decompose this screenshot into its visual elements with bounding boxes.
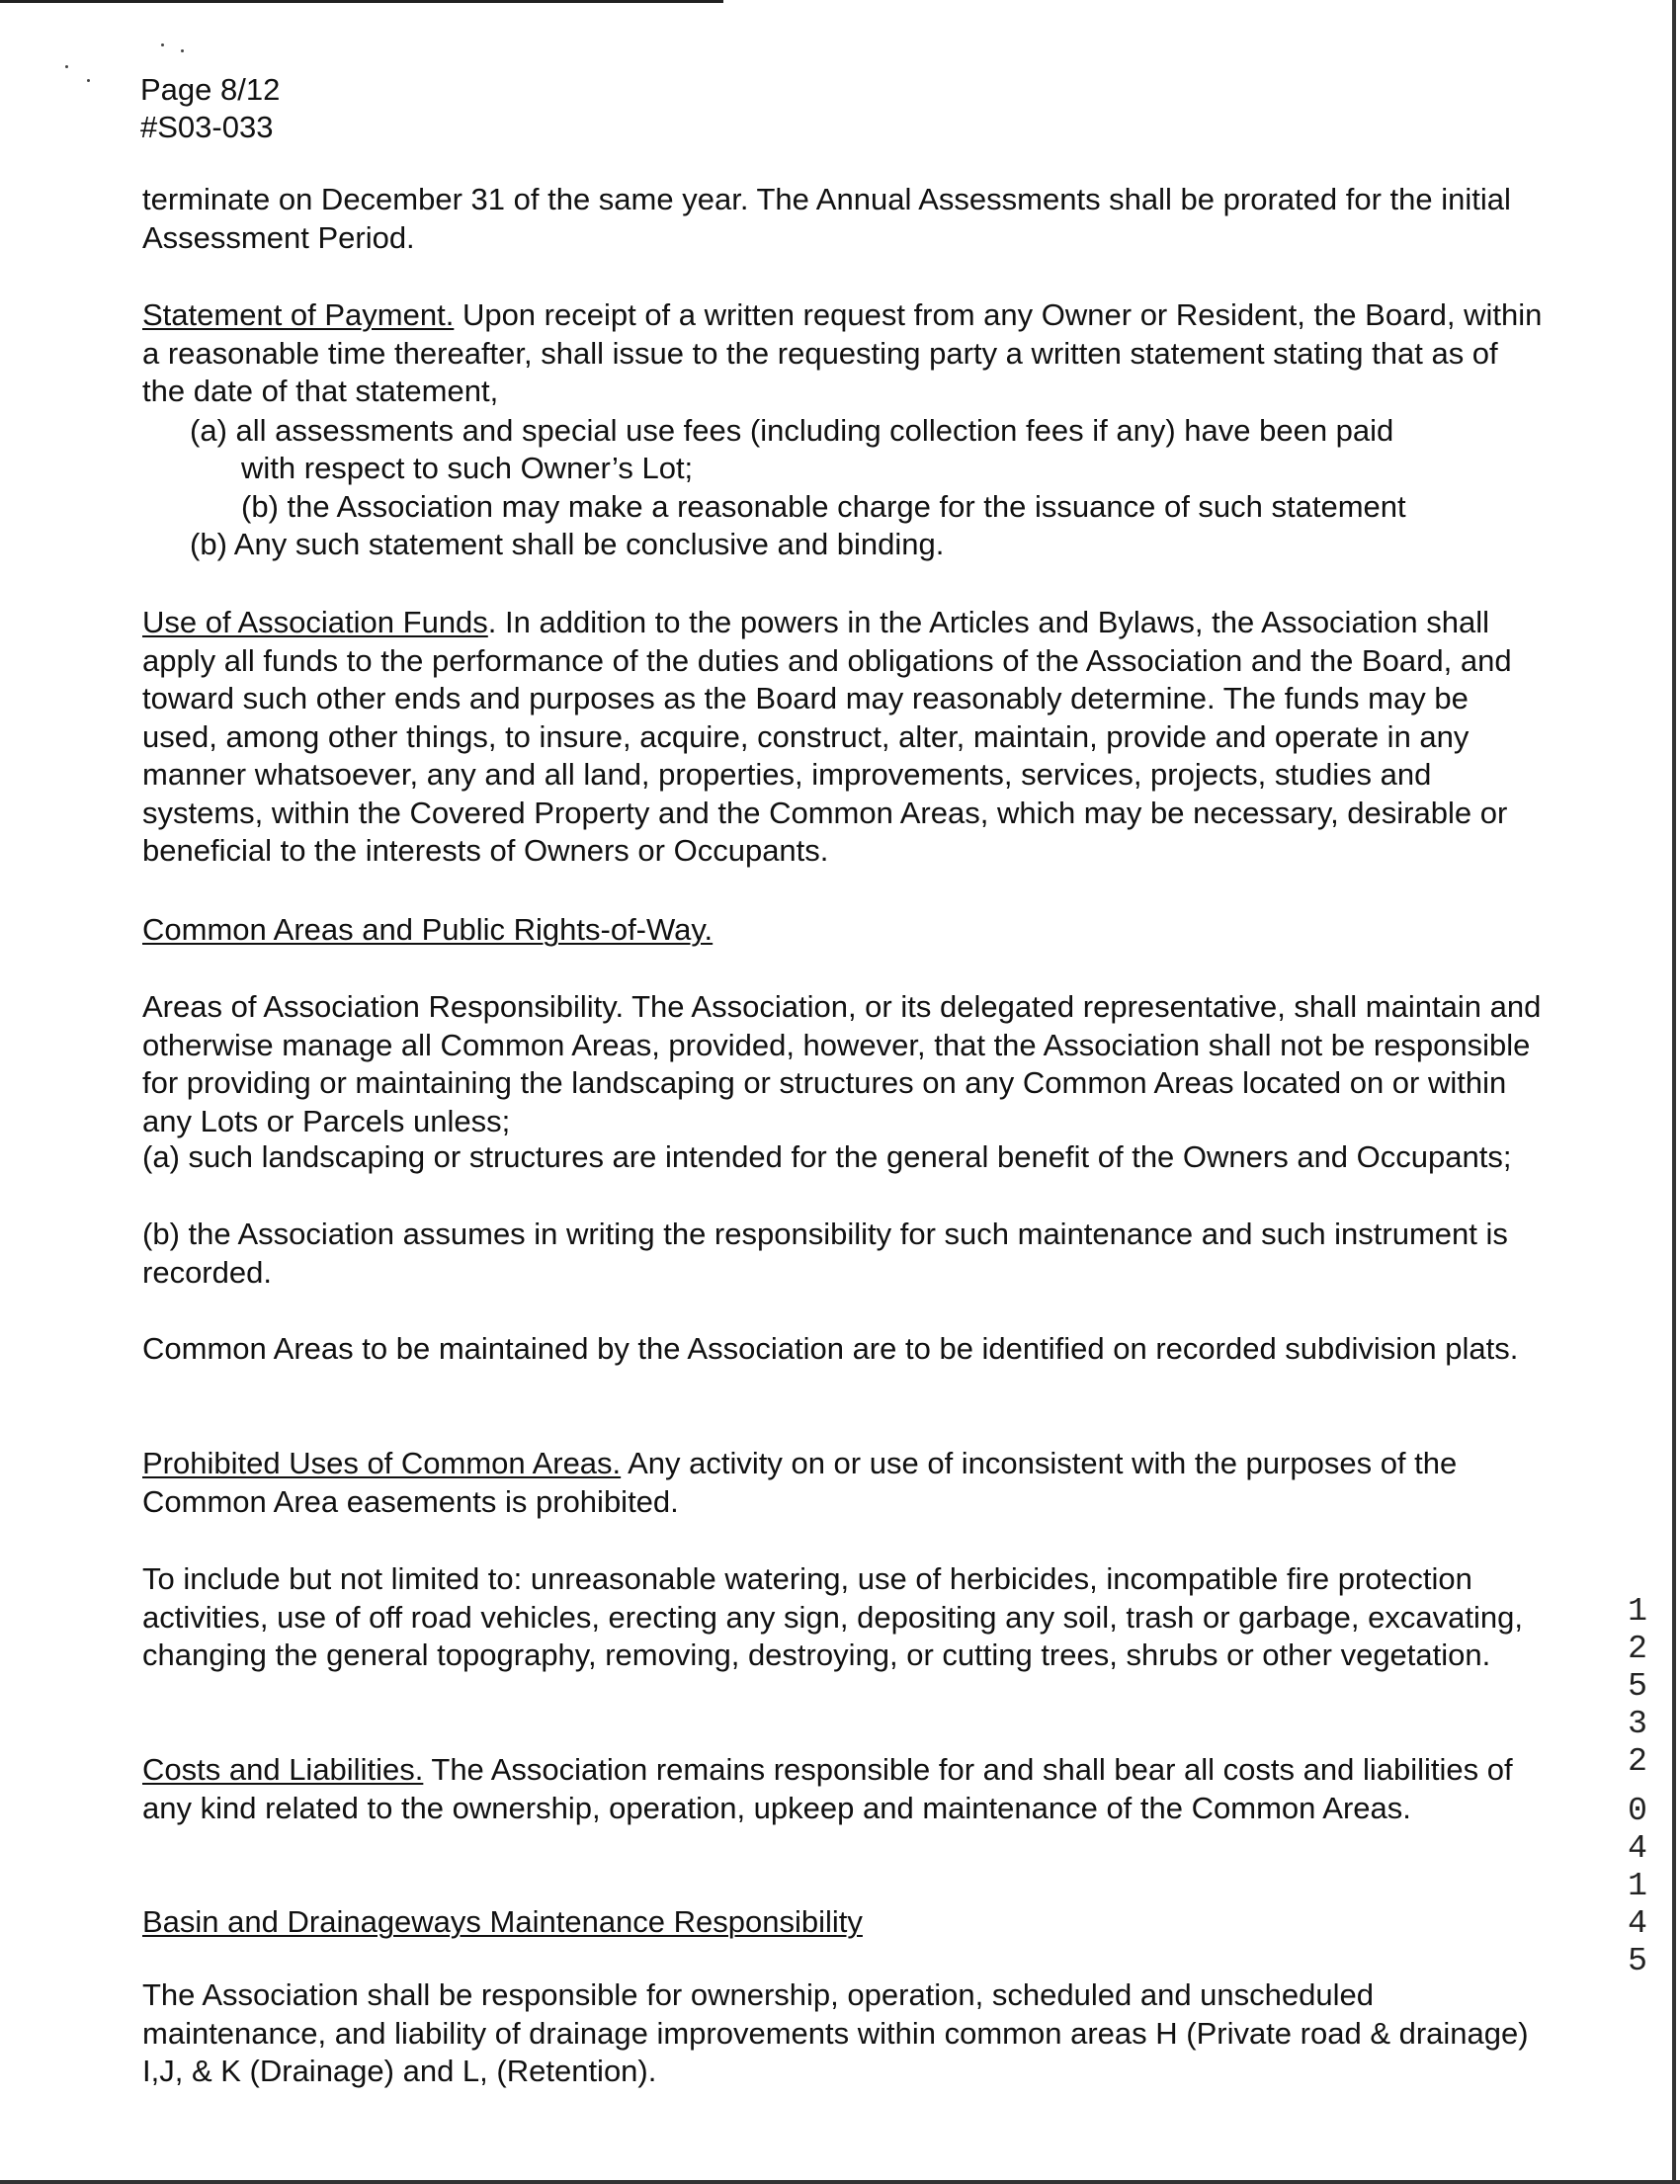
prohibited-uses-text: Any activity on or use of inconsistent with the purposes of the Common Area easements is prohibited.: [142, 1446, 1458, 1519]
section-heading-common-areas: Common Areas and Public Rights-of-Way.: [142, 912, 714, 947]
use-of-funds-text: . In addition to the powers in the Articles and Bylaws, the Association shall apply all funds to the performance of the duties and obligations of the Association and the Board, and toward such other ends and purposes as the Board may reasonably determine. The funds may be used, among other things, to insure, acquire, construct, alter, maintain, provide and operate in any manner whatsoever, any and all land, properties, improvements, services, projects, studies and systems, within the Covered Property and the Common Areas, which may be necessary, desirable or beneficial to the interests of Owners or Occupants.: [142, 605, 1512, 868]
scan-speck: [87, 79, 90, 82]
stamp-char: 0: [1628, 1793, 1647, 1829]
paragraph-include-list: To include but not limited to: unreasonable watering, use of herbicides, incompatible fire protection activities, use of off road vehicles, erecting any sign, depositing any soil, trash or garbage, excavating, changing the general topography, removing, destroying, or cutting trees, shrubs or other vegetation.: [142, 1561, 1523, 1672]
payment-item-a-cont: with respect to such Owner’s Lot;: [241, 451, 694, 485]
stamp-char: 3: [1628, 1706, 1647, 1742]
section-heading-prohibited-uses: Prohibited Uses of Common Areas.: [142, 1446, 622, 1480]
stamp-char: 5: [1628, 1943, 1647, 1979]
section-heading-use-of-funds: Use of Association Funds: [142, 605, 488, 639]
paragraph-common-areas-heading: [142, 911, 1546, 950]
payment-item-b: (b) Any such statement shall be conclusive and binding.: [190, 527, 945, 561]
paragraph-basin-heading: [142, 1903, 1546, 1942]
paragraph-costs-liabilities: [142, 1751, 1546, 1827]
paragraph-areas-responsibility: Areas of Association Responsibility. The Association, or its delegated representative, shall maintain and otherwise manage all Common Areas, provided, however, that the Association shall not be responsible for providing or maintaining the landscaping or structures on any Common Areas located on or within any Lots or Parcels unless;: [142, 989, 1542, 1138]
responsibility-item-a: (a) such landscaping or structures are intended for the general benefit of the Owners and Occupants;: [142, 1139, 1512, 1174]
stamp-char: 5: [1628, 1668, 1647, 1705]
recording-stamp-number: [1618, 1593, 1657, 1980]
document-id: #S03-033: [140, 110, 274, 144]
stamp-char: 1: [1628, 1868, 1647, 1904]
scan-speck: [181, 49, 184, 52]
paragraph-assessment-period: terminate on December 31 of the same year. The Annual Assessments shall be prorated for the initial Assessment Period.: [142, 182, 1511, 255]
paragraph-subdivision-plats: Common Areas to be maintained by the Association are to be identified on recorded subdivision plats.: [142, 1331, 1519, 1366]
paragraph-prohibited-uses: [142, 1445, 1546, 1521]
stamp-char: 1: [1628, 1593, 1647, 1630]
stamp-char: 2: [1628, 1743, 1647, 1780]
stamp-char: 4: [1628, 1905, 1647, 1942]
scan-bottom-edge: [0, 2180, 1680, 2184]
section-heading-costs-liabilities: Costs and Liabilities.: [142, 1752, 424, 1787]
payment-item-b-nested: (b) the Association may make a reasonable charge for the issuance of such statement: [241, 489, 1406, 524]
responsibility-item-b: (b) the Association assumes in writing the responsibility for such maintenance and such instrument is recorded.: [142, 1217, 1508, 1290]
paragraph-basin-responsibility: The Association shall be responsible for ownership, operation, scheduled and unscheduled maintenance, and liability of drainage improvements within common areas H (Private road & drainage) I,J, & K (Drainage) and L, (Retention).: [142, 1977, 1529, 2088]
page-number: Page 8/12: [140, 72, 281, 107]
scan-top-line: [0, 0, 723, 3]
statement-of-payment-text: Upon receipt of a written request from any Owner or Resident, the Board, within a reasonable time thereafter, shall issue to the requesting party a written statement stating that as of the date of that statement,: [142, 297, 1543, 408]
scan-right-edge: [1672, 0, 1676, 2184]
stamp-char: 4: [1628, 1830, 1647, 1867]
page-header: [140, 71, 280, 146]
paragraph-use-of-funds: [142, 604, 1546, 871]
section-heading-basin: Basin and Drainageways Maintenance Responsibility: [142, 1904, 863, 1939]
section-heading-statement-of-payment: Statement of Payment.: [142, 297, 455, 332]
paragraph-statement-of-payment: [142, 296, 1546, 411]
scan-speck: [161, 43, 164, 46]
costs-liabilities-text: The Association remains responsible for and shall bear all costs and liabilities of any kind related to the ownership, operation, upkeep and maintenance of the Common Areas.: [142, 1752, 1513, 1825]
stamp-char: 2: [1628, 1631, 1647, 1667]
payment-item-a: (a) all assessments and special use fees (including collection fees if any) have been paid: [190, 413, 1394, 448]
scan-speck: [65, 65, 68, 68]
